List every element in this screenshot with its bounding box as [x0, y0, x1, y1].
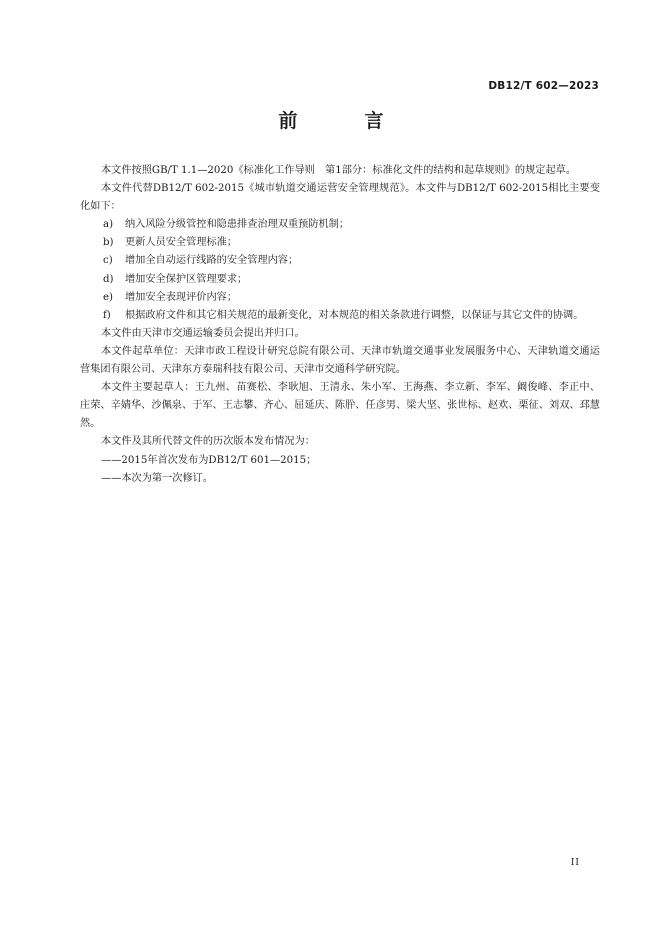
- list-item-text: 根据政府文件和其它相关规范的最新变化，对本规范的相关条款进行调整，以保证与其它文件的协调。: [125, 309, 584, 321]
- list-item: [80, 216, 600, 234]
- list-item: [80, 307, 600, 325]
- list-item-text: 纳入风险分级管控和隐患排查治理双重预防机制；: [125, 219, 350, 231]
- paragraph-drafting-basis: 本文件按照GB/T 1.1—2020《标准化工作导则 第1部分：标准化文件的结构和起草规则》的规定起草。: [101, 165, 577, 176]
- list-item-text: 更新人员安全管理标准；: [125, 237, 238, 249]
- list-item: [80, 252, 600, 270]
- page-number: II: [570, 858, 580, 868]
- paragraph-drafters: 本文件主要起草人：王九州、苗赛松、李耿旭、王清永、朱小军、王海燕、李立新、李军、阚俊峰、李正中、庄荣、辛婧华、沙佩泉、于军、王志攀、齐心、屈延庆、陈肸、任彦男、梁大坚、张世标、赵欢、栗征、刘双、邳慧然。: [80, 382, 600, 430]
- list-item: [80, 289, 600, 307]
- paragraph-proposer: 本文件由天津市交通运输委员会提出并归口。: [101, 327, 305, 339]
- list-marker: c): [103, 255, 113, 267]
- list-item: [80, 271, 600, 289]
- paragraph-drafting-units: 本文件起草单位：天津市政工程设计研究总院有限公司、天津市轨道交通事业发展服务中心、天津轨道交通运营集团有限公司、天津东方泰瑞科技有限公司、天津市交通科学研究院。: [80, 345, 600, 376]
- history-item: ——本次为第一次修订。: [101, 472, 214, 484]
- paragraph-version-history: 本文件及其所代替文件的历次版本发布情况为：: [101, 436, 315, 448]
- list-item-text: 增加安全表现评价内容；: [125, 291, 238, 303]
- page-title: 前 言: [278, 110, 408, 132]
- document-body: [80, 162, 600, 488]
- history-item: ——2015年首次发布为DB12/T 601—2015；: [101, 454, 317, 466]
- list-marker: d): [103, 273, 114, 285]
- list-item: [80, 234, 600, 252]
- list-marker: f): [103, 309, 111, 321]
- changes-list: [80, 216, 600, 325]
- list-item-text: 增加全自动运行线路的安全管理内容；: [125, 255, 299, 267]
- paragraph-replacement: 本文件代替DB12/T 602-2015《城市轨道交通运营安全管理规范》。本文件与DB12/T 602-2015相比主要变化如下：: [80, 183, 600, 213]
- list-item-text: 增加安全保护区管理要求；: [125, 273, 248, 285]
- list-marker: b): [103, 237, 114, 249]
- list-marker: e): [103, 291, 114, 303]
- list-marker: a): [103, 219, 114, 231]
- document-code: DB12/T 602—2023: [488, 80, 599, 92]
